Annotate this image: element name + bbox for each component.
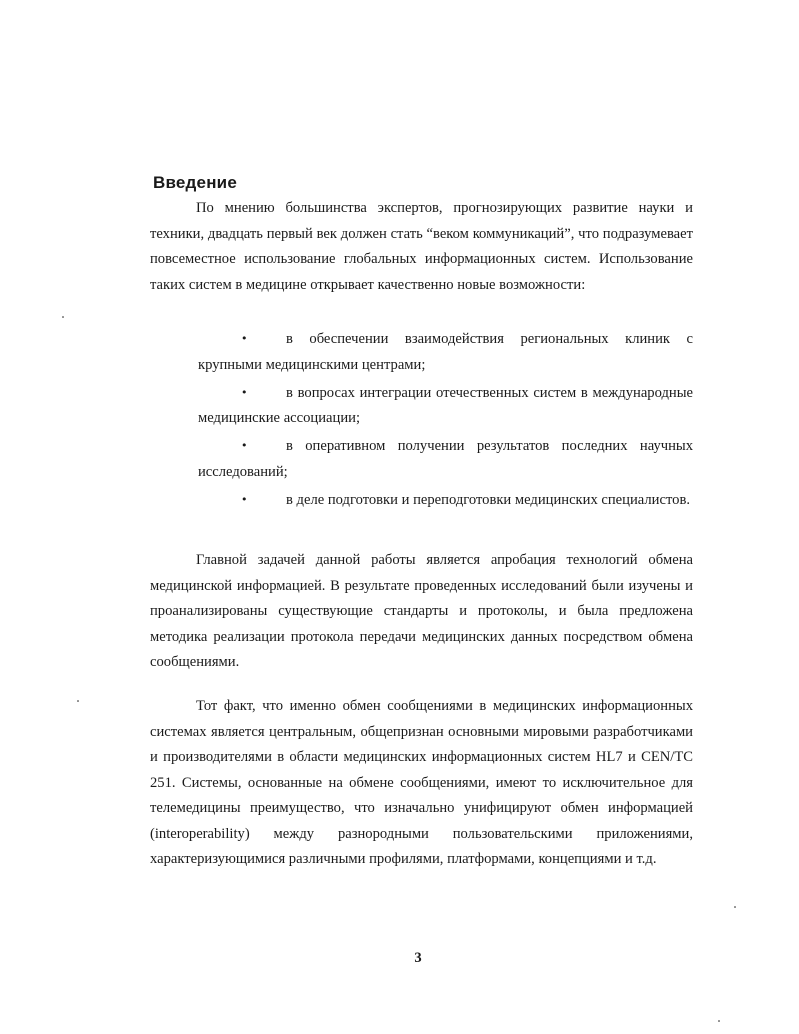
bullet-icon: • <box>241 332 248 345</box>
bullet-icon: • <box>241 439 248 452</box>
scan-speck <box>718 1020 720 1022</box>
list-item-text: в оперативном получении результатов последних научных исследований; <box>198 438 693 480</box>
list-item <box>198 326 693 378</box>
messaging-paragraph <box>150 694 693 873</box>
bullet-icon: • <box>241 385 248 399</box>
intro-paragraph-text: По мнению большинства экспертов, прогнозирующих развитие науки и техники, двадцать первый век должен стать “веком коммуникаций”, что подразумевает повсеместное использование глобальных информационных систем. Использование таких систем в медицине открывает качественно новые возможности: <box>150 200 693 293</box>
scan-speck <box>734 906 736 908</box>
scan-speck <box>62 316 64 318</box>
list-item-text: в деле подготовки и переподготовки медицинских специалистов. <box>286 491 690 508</box>
goal-paragraph <box>150 548 693 676</box>
scan-speck <box>77 700 79 702</box>
list-item-text: в вопросах интеграции отечественных систем в международные медицинские ассоциации; <box>198 384 693 426</box>
opportunities-list <box>198 326 693 515</box>
messaging-paragraph-text: Тот факт, что именно обмен сообщениями в медицинских информационных системах является центральным, общепризнан основными мировыми разработчиками и производителями в области медицинских информационных систем HL7 и CEN/TC 251. Системы, основанные на обмене сообщениями, имеют то исключительное для телемедицины преимущество, что изначально унифицируют обмен информацией (interoperability) между разнородными пользовательскими приложениями, характеризующимися различными профилями, платформами, концепциями и т.д. <box>150 698 693 867</box>
list-item <box>198 487 693 514</box>
list-item-text: в обеспечении взаимодействия региональных клиник с крупными медицинскими центрами; <box>198 331 693 373</box>
list-item <box>198 433 693 485</box>
intro-paragraph <box>150 196 693 298</box>
section-heading: Введение <box>153 173 237 192</box>
bullet-icon: • <box>241 492 248 506</box>
goal-paragraph-text: Главной задачей данной работы является апробация технологий обмена медицинской информацией. В результате проведенных исследований были изучены и проанализированы существующие стандарты и протоколы, и была предложена методика реализации протокола передачи медицинских данных посредством обмена сообщениями. <box>150 552 693 670</box>
page-number: 3 <box>414 950 422 966</box>
list-item <box>198 380 693 432</box>
